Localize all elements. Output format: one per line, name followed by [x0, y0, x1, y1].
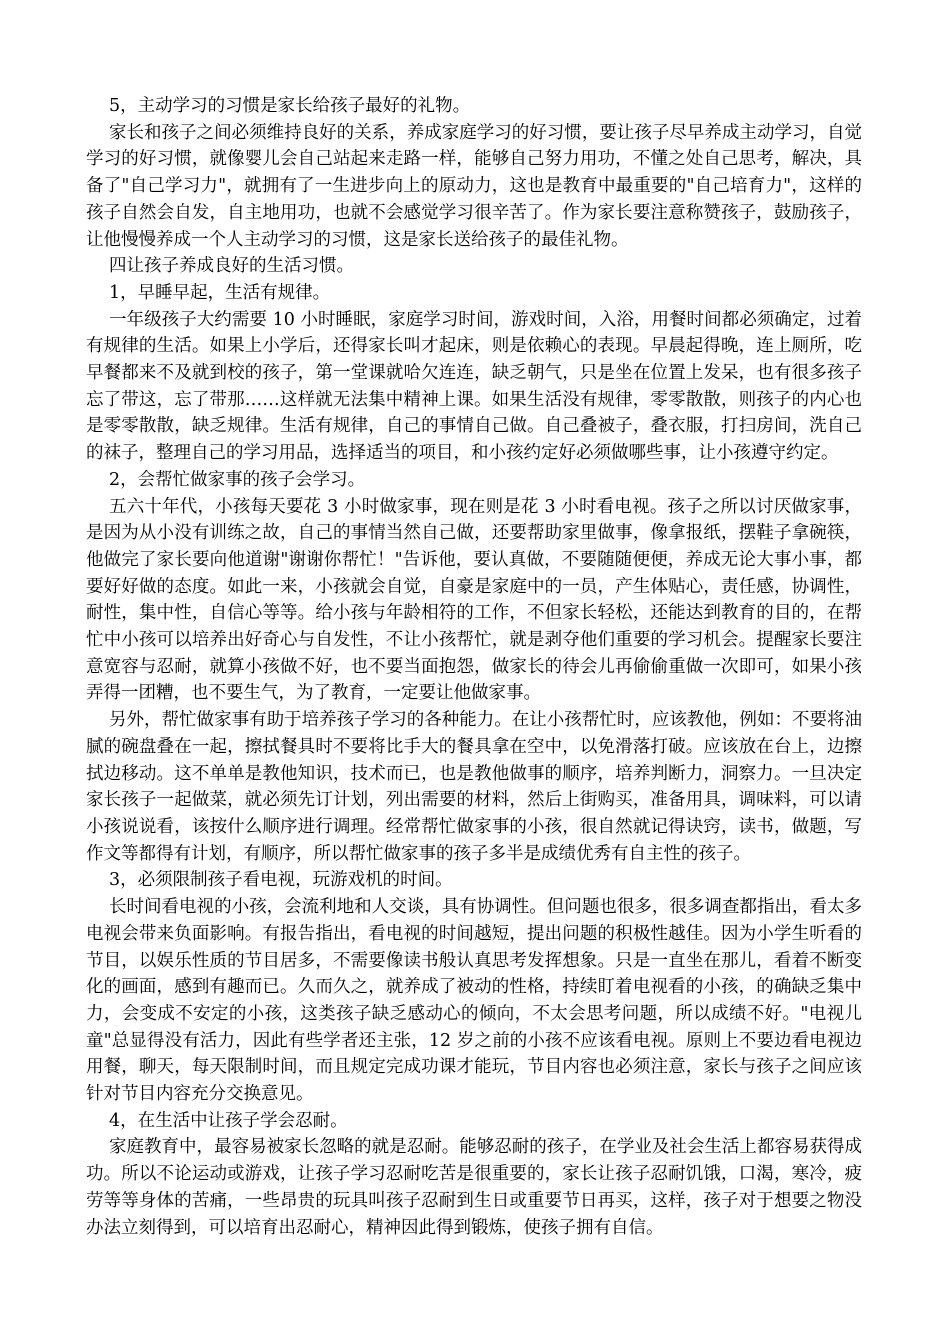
- paragraph-item-2-body: 五六十年代，小孩每天要花 3 小时做家事，现在则是花 3 小时看电视。孩子之所以讨厌做家事，是因为从小没有训练之故，自己的事情当然自己做，还要帮助家里做事，像拿报纸，摆鞋子拿碗筷，他做完了家长要向他道谢"谢谢你帮忙！"告诉他，要认真做，不要随随便便，养成无论大事小事，都要好好做的态度。如此一来，小孩就会自觉，自豪是家庭中的一员，产生体贴心，责任感，协调性，耐性，集中性，自信心等等。给小孩与年龄相符的工作，不但家长轻松，还能达到教育的目的，在帮忙中小孩可以培养出好奇心与自发性，不让小孩帮忙，就是剥夺他们重要的学习机会。提醒家长要注意宽容与忍耐，就算小孩做不好，也不要当面抱怨，做家长的待会儿再偷偷重做一次即可，如果小孩弄得一团糟，也不要生气，为了教育，一定要让他做家事。: [86, 496, 862, 704]
- paragraph-item-4-heading: 4，在生活中让孩子学会忍耐。: [109, 1110, 348, 1131]
- paragraph-item-2-body-continued: 另外，帮忙做家事有助于培养孩子学习的各种能力。在让小孩帮忙时，应该教他，例如：不要将油腻的碗盘叠在一起，擦拭餐具时不要将比手大的餐具拿在空中，以免滑落打破。应该放在台上，边擦拭边移动。这不单单是教他知识，技术而已，也是教他做事的顺序，培养判断力，洞察力。一旦决定家长孩子一起做菜，就必须先订计划，列出需要的材料，然后上街购买，准备用具，调味料，可以请小孩说说看，该按什么顺序进行调理。经常帮忙做家事的小孩，很自然就记得诀窍，读书，做题，写作文等都得有计划，有顺序，所以帮忙做家事的孩子多半是成绩优秀有自主性的孩子。: [86, 710, 862, 864]
- paragraph-item-1-heading: 1，早睡早起，生活有规律。: [109, 282, 331, 303]
- paragraph-item-3-heading: 3，必须限制孩子看电视，玩游戏机的时间。: [109, 870, 453, 891]
- document-page: [86, 93, 862, 1241]
- paragraph-item-3-body: 长时间看电视的小孩，会流利地和人交谈，具有协调性。但问题也很多，很多调查都指出，看太多电视会带来负面影响。有报告指出，看电视的时间越短，提出问题的积极性越佳。因为小学生听看的节目，以娱乐性质的节目居多，不需要像读书般认真思考发挥想象。只是一直坐在那儿，看着不断变化的画面，感到有趣而已。久而久之，就养成了被动的性格，持续盯着电视看的小孩，的确缺乏集中力，会变成不安定的小孩，这类孩子缺乏感动心的倾向，不太会思考问题，所以成绩不好。"电视儿童"总显得没有活力，因此有些学者还主张，12 岁之前的小孩不应该看电视。原则上不要边看电视边用餐，聊天，每天限制时间，而且规定完成功课才能玩，节目内容也必须注意，家长与孩子之间应该针对节目内容充分交换意见。: [86, 897, 862, 1105]
- paragraph-item-1-body: 一年级孩子大约需要 10 小时睡眠，家庭学习时间，游戏时间，入浴，用餐时间都必须确定，过着有规律的生活。如果上小学后，还得家长叫才起床，则是依赖心的表现。早晨起得晚，连上厕所，吃早餐都来不及就到校的孩子，第一堂课就哈欠连连，缺乏朝气，只是坐在位置上发呆，也有很多孩子忘了带这，忘了带那……这样就无法集中精神上课。如果生活没有规律，零零散散，则孩子的内心也是零零散散，缺乏规律。生活有规律，自己的事情自己做。自己叠被子，叠衣服，打扫房间，洗自己的袜子，整理自己的学习用品，选择适当的项目，和小孩约定好必须做哪些事，让小孩遵守约定。: [86, 309, 862, 464]
- paragraph-item-4-body: 家庭教育中，最容易被家长忽略的就是忍耐。能够忍耐的孩子，在学业及社会生活上都容易获得成功。所以不论运动或游戏，让孩子学习忍耐吃苦是很重要的，家长让孩子忍耐饥饿，口渴，寒冷，疲劳等等身体的苦痛，一些昂贵的玩具叫孩子忍耐到生日或重要节日再买，这样，孩子对于想要之物没办法立刻得到，可以培育出忍耐心，精神因此得到锻炼，使孩子拥有自信。: [86, 1137, 862, 1238]
- paragraph-item-2-heading: 2，会帮忙做家事的孩子会学习。: [109, 469, 366, 490]
- section-heading-life-habits: 四让孩子养成良好的生活习惯。: [109, 256, 354, 277]
- paragraph-habit-5-body: 家长和孩子之间必须维持良好的关系，养成家庭学习的好习惯，要让孩子尽早养成主动学习，自觉学习的好习惯，就像婴儿会自己站起来走路一样，能够自己努力用功，不懂之处自己思考，解决，具备了"自己学习力"，就拥有了一生进步向上的原动力，这也是教育中最重要的"自己培育力"，这样的孩子自然会自发，自主地用功，也就不会感觉学习很辛苦了。作为家长要注意称赞孩子，鼓励孩子，让他慢慢养成一个人主动学习的习惯，这是家长送给孩子的最佳礼物。: [86, 122, 862, 250]
- paragraph-habit-5-heading: 5，主动学习的习惯是家长给孩子最好的礼物。: [109, 96, 471, 116]
